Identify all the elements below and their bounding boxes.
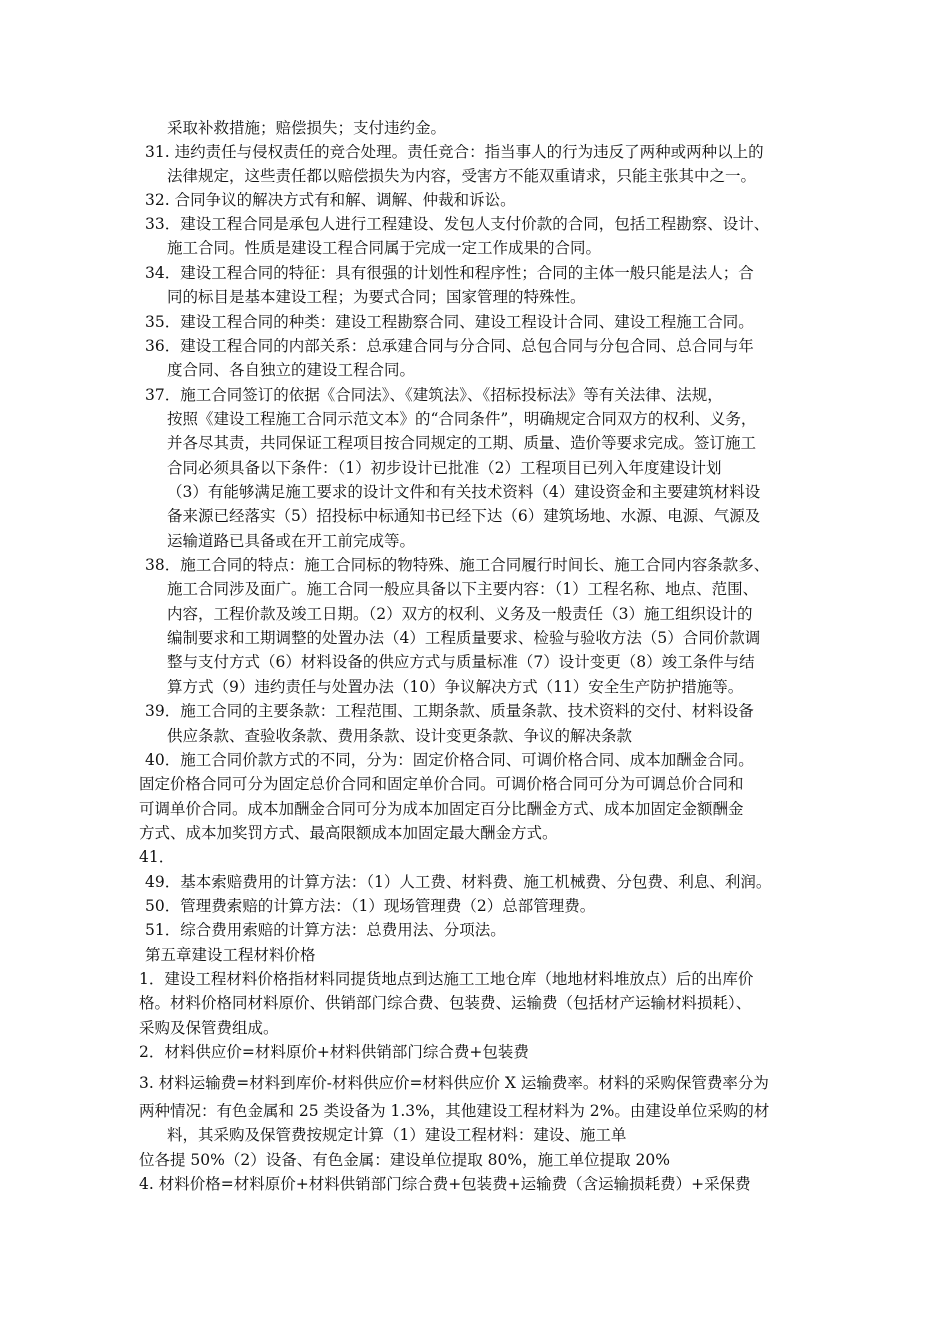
text-line: 2．材料供应价=材料原价+材料供销部门综合费+包装费 xyxy=(139,1043,529,1061)
text-line: 36．建设工程合同的内部关系：总承建合同与分合同、总包合同与分包合同、总合同与年 xyxy=(145,337,754,355)
text-line: 41． xyxy=(139,848,175,866)
text-line: 38．施工合同的特点：施工合同标的物特殊、施工合同履行时间长、施工合同内容条款多、 xyxy=(145,556,770,574)
text-line: 采购及保管费组成。 xyxy=(139,1019,279,1037)
text-line: 供应条款、查验收条款、费用条款、设计变更条款、争议的解决条款 xyxy=(167,727,633,745)
text-line: 运输道路已具备或在开工前完成等。 xyxy=(167,532,416,550)
text-line: 37．施工合同签订的依据《合同法》、《建筑法》、《招标投标法》等有关法律、法规， xyxy=(145,386,723,404)
text-line: 39．施工合同的主要条款：工程范围、工期条款、质量条款、技术资料的交付、材料设备 xyxy=(145,702,754,720)
text-line: 34．建设工程合同的特征：具有很强的计划性和程序性；合同的主体一般只能是法人；合 xyxy=(145,264,754,282)
text-line: 3. 材料运输费=材料到库价-材料供应价=材料供应价 X 运输费率。材料的采购保管费率分为 xyxy=(139,1074,769,1092)
text-line: 位各提 50%（2）设备、有色金属：建设单位提取 80%，施工单位提取 20% xyxy=(139,1151,670,1169)
text-line: 法律规定，这些责任都以赔偿损失为内容，受害方不能双重请求，只能主张其中之一。 xyxy=(167,167,757,185)
text-line: 31. 违约责任与侵权责任的竞合处理。责任竞合：指当事人的行为违反了两种或两种以上的 xyxy=(145,143,764,161)
text-line: 采取补救措施；赔偿损失；支付违约金。 xyxy=(167,119,447,137)
text-line: 合同必须具备以下条件：（1）初步设计已批准（2）工程项目已列入年度建设计划 xyxy=(167,459,722,477)
text-line: 施工合同。性质是建设工程合同属于完成一定工作成果的合同。 xyxy=(167,239,602,257)
text-line: 50．管理费索赔的计算方法：（1）现场管理费（2）总部管理费。 xyxy=(145,897,596,915)
text-line: 算方式（9）违约责任与处置办法（10）争议解决方式（11）安全生产防护措施等。 xyxy=(167,678,744,696)
text-line: 并各尽其责，共同保证工程项目按合同规定的工期、质量、造价等要求完成。签订施工 xyxy=(167,434,757,452)
text-line: 51．综合费用索赔的计算方法：总费用法、分项法。 xyxy=(145,921,506,939)
text-line: 编制要求和工期调整的处置办法（4）工程质量要求、检验与验收方法（5）合同价款调 xyxy=(167,629,761,647)
text-line: 49．基本索赔费用的计算方法：（1）人工费、材料费、施工机械费、分包费、利息、利润。 xyxy=(145,873,772,891)
text-line: 格。材料价格同材料原价、供销部门综合费、包装费、运输费（包括材产运输材料损耗）、 xyxy=(139,994,752,1012)
text-line: 33．建设工程合同是承包人进行工程建设、发包人支付价款的合同，包括工程勘察、设计、 xyxy=(145,215,770,233)
text-line: 可调单价合同。成本加酬金合同可分为成本加固定百分比酬金方式、成本加固定金额酬金 xyxy=(139,800,744,818)
text-line: 内容，工程价款及竣工日期。（2）双方的权利、义务及一般责任（3）施工组织设计的 xyxy=(167,605,753,623)
text-line: 同的标目是基本建设工程；为要式合同；国家管理的特殊性。 xyxy=(167,288,586,306)
text-line: 40．施工合同价款方式的不同，分为：固定价格合同、可调价格合同、成本加酬金合同。 xyxy=(145,751,754,769)
text-line: 按照《建设工程施工合同示范文本》的“合同条件”，明确规定合同双方的权利、义务， xyxy=(167,410,757,428)
text-line: 4. 材料价格=材料原价+材料供销部门综合费+包装费+运输费（含运输损耗费）+采保费 xyxy=(139,1175,751,1193)
text-line: 度合同、各自独立的建设工程合同。 xyxy=(167,361,416,379)
text-line: 备来源已经落实（5）招投标中标通知书已经下达（6）建筑场地、水源、电源、气源及 xyxy=(167,507,761,525)
text-line: 1．建设工程材料价格指材料同提货地点到达施工工地仓库（地地材料堆放点）后的出库价 xyxy=(139,970,754,988)
text-line: 固定价格合同可分为固定总价合同和固定单价合同。可调价格合同可分为可调总价合同和 xyxy=(139,775,744,793)
text-line: 两种情况：有色金属和 25 类设备为 1.3%，其他建设工程材料为 2%。由建设单位采购的材 xyxy=(139,1102,770,1120)
text-line: （3）有能够满足施工要求的设计文件和有关技术资料（4）建设资金和主要建筑材料设 xyxy=(167,483,761,501)
section-heading: 第五章建设工程材料价格 xyxy=(145,946,316,964)
text-line: 整与支付方式（6）材料设备的供应方式与质量标准（7）设计变更（8）竣工条件与结 xyxy=(167,653,755,671)
text-line: 施工合同涉及面广。施工合同一般应具备以下主要内容：（1）工程名称、地点、范围、 xyxy=(167,580,759,598)
text-line: 32. 合同争议的解决方式有和解、调解、仲裁和诉讼。 xyxy=(145,191,516,209)
text-line: 35．建设工程合同的种类：建设工程勘察合同、建设工程设计合同、建设工程施工合同。 xyxy=(145,313,754,331)
text-line: 料，其采购及保管费按规定计算（1）建设工程材料：建设、施工单 xyxy=(167,1126,627,1144)
text-line: 方式、成本加奖罚方式、最高限额成本加固定最大酬金方式。 xyxy=(139,824,558,842)
